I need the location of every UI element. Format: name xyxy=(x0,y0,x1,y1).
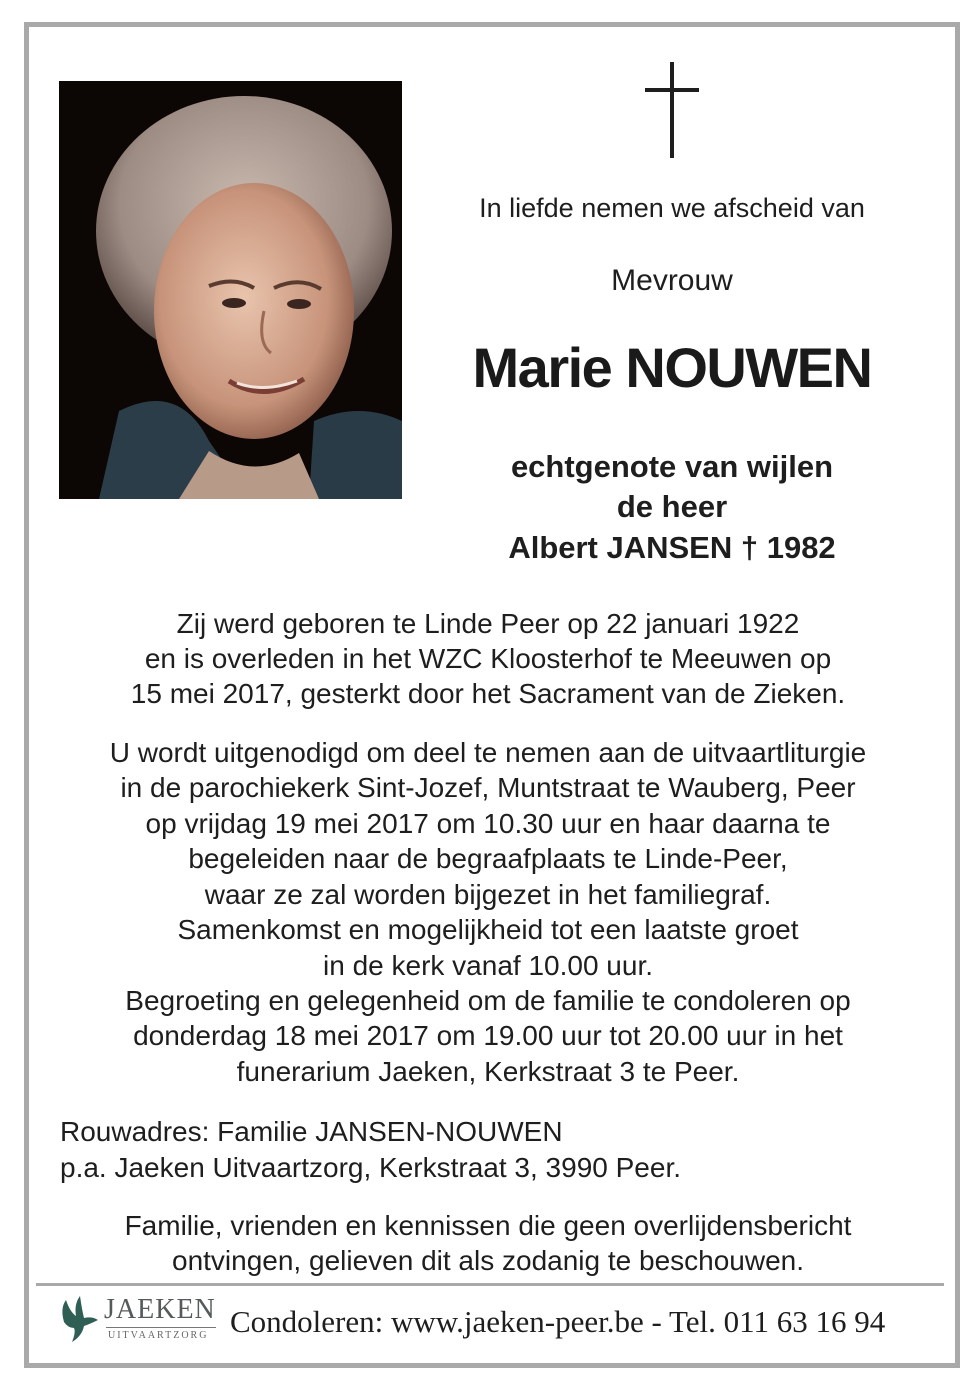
funeral-line: waar ze zal worden bijgezet in het familiegraf. xyxy=(204,879,772,910)
logo-subtitle: UITVAARTZORG xyxy=(108,1330,209,1341)
funeral-line: op vrijdag 19 mei 2017 om 10.30 uur en haar daarna te xyxy=(145,808,831,839)
honorific: Mevrouw xyxy=(611,264,733,297)
funeral-line: Samenkomst en mogelijkheid tot een laatste groet xyxy=(177,914,799,945)
birth-death-line: Zij werd geboren te Linde Peer op 22 januari 1922 xyxy=(176,608,800,639)
closing-line: Familie, vrienden en kennissen die geen overlijdensbericht xyxy=(124,1210,852,1241)
birth-death-line: 15 mei 2017, gesterkt door het Sacrament van de Zieken. xyxy=(130,678,846,709)
cross-icon xyxy=(641,62,703,160)
birth-death-line: en is overleden in het WZC Kloosterhof te Meeuwen op xyxy=(144,643,832,674)
intro-text: In liefde nemen we afscheid van xyxy=(479,193,865,223)
jaeken-logo xyxy=(58,1294,224,1346)
funeral-line: funerarium Jaeken, Kerkstraat 3 te Peer. xyxy=(236,1056,740,1087)
dove-icon xyxy=(58,1294,102,1344)
condolence-contact: Condoleren: www.jaeken-peer.be - Tel. 011 63 16 94 xyxy=(230,1304,886,1339)
deceased-name: Marie NOUWEN xyxy=(472,336,872,399)
logo-name: JAEKEN xyxy=(104,1294,216,1325)
spouse-line: Albert JANSEN † 1982 xyxy=(508,530,836,565)
funeral-line: in de kerk vanaf 10.00 uur. xyxy=(323,950,653,981)
address-line: p.a. Jaeken Uitvaartzorg, Kerkstraat 3, 3990 Peer. xyxy=(60,1152,682,1183)
portrait-illustration xyxy=(59,81,402,499)
funeral-line: begeleiden naar de begraafplaats te Linde-Peer, xyxy=(188,843,788,874)
funeral-line: in de parochiekerk Sint-Jozef, Muntstraat te Wauberg, Peer xyxy=(120,772,856,803)
funeral-line: Begroeting en gelegenheid om de familie te condoleren op xyxy=(125,985,851,1016)
closing-line: ontvingen, gelieven dit als zodanig te beschouwen. xyxy=(172,1245,804,1276)
footer-divider xyxy=(36,1283,944,1286)
funeral-line: donderdag 18 mei 2017 om 19.00 uur tot 20.00 uur in het xyxy=(133,1020,843,1051)
funeral-line: U wordt uitgenodigd om deel te nemen aan de uitvaartliturgie xyxy=(109,737,867,768)
spouse-line: de heer xyxy=(616,489,728,524)
portrait-photo xyxy=(59,81,402,499)
address-line: Rouwadres: Familie JANSEN-NOUWEN xyxy=(60,1116,563,1147)
spouse-line: echtgenote van wijlen xyxy=(510,449,834,484)
